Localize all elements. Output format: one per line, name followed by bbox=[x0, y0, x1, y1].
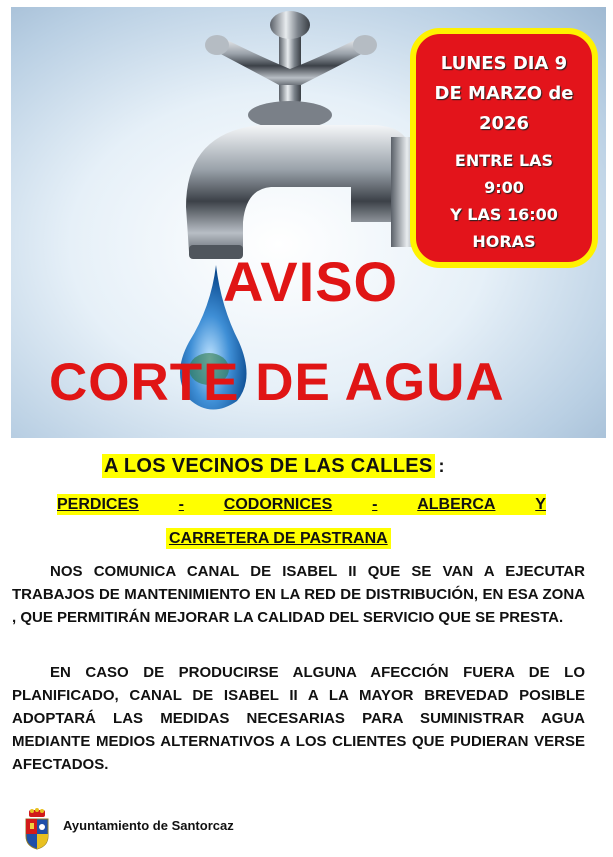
footer-municipality: Ayuntamiento de Santorcaz bbox=[63, 818, 234, 833]
date-line-3: 2026 bbox=[478, 113, 530, 134]
notice-paragraph-2: EN CASO DE PRODUCIRSE ALGUNA AFECCIÓN FUERA DE LO PLANIFICADO, CANAL DE ISABEL II A LA MAYOR BREVEDAD POSIBLE ADOPTARÁ LAS MEDIDAS NECESARIAS PARA SUMINISTRAR AGUA MEDIANTE MEDIOS ALTERNATIVOS A LOS CLIENTES QUE PUDIERAN VERSE AFECTADOS. bbox=[12, 664, 585, 773]
street-perdices: PERDICES bbox=[57, 495, 139, 513]
time-line-4: HORAS bbox=[472, 232, 536, 251]
aviso-title: AVISO bbox=[223, 250, 399, 313]
notice-paragraph-1: NOS COMUNICA CANAL DE ISABEL II QUE SE VAN A EJECUTAR TRABAJOS DE MANTENIMIENTO EN LA RED DE DISTRIBUCIÓN, EN ESA ZONA , QUE PERMITIRÁN MEJORAR LA CALIDAD DEL SERVICIO QUE SE PRESTA. bbox=[12, 563, 585, 626]
date-line-1: LUNES DIA 9 bbox=[440, 53, 568, 74]
street-separator: - bbox=[178, 495, 184, 513]
faucet-handle-icon bbox=[205, 11, 377, 129]
time-line-2: 9:00 bbox=[484, 178, 524, 197]
time-line-3: Y LAS 16:00 bbox=[450, 205, 558, 224]
neighbors-heading bbox=[102, 455, 445, 478]
date-line-2: DE MARZO de bbox=[434, 83, 574, 104]
heading-text: A LOS VECINOS DE LAS CALLES bbox=[104, 455, 433, 477]
streets-line-2: CARRETERA DE PASTRANA bbox=[166, 528, 391, 549]
street-alberca: ALBERCA bbox=[417, 495, 496, 513]
streets-line-1 bbox=[57, 494, 546, 515]
date-time-box bbox=[410, 28, 598, 268]
street-separator: - bbox=[372, 495, 378, 513]
coat-of-arms-icon bbox=[24, 808, 50, 850]
corte-de-agua-title: CORTE DE AGUA bbox=[49, 353, 505, 412]
heading-colon: : bbox=[438, 456, 445, 476]
time-line-1: ENTRE LAS bbox=[454, 151, 554, 170]
street-codornices: CODORNICES bbox=[223, 495, 333, 513]
street-conjunction: Y bbox=[535, 495, 546, 513]
